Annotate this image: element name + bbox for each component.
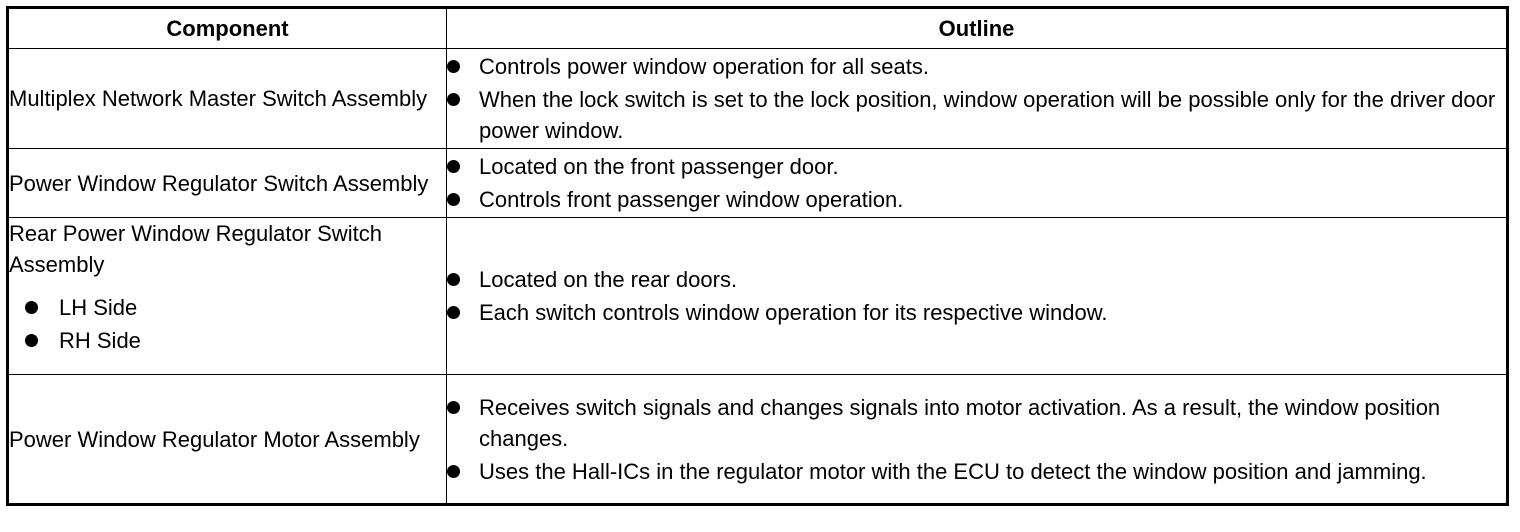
bullet-icon	[447, 465, 460, 478]
outline-list	[447, 51, 1506, 146]
component-text: Rear Power Window Regulator Switch Assembly	[9, 221, 382, 277]
bullet-icon	[447, 306, 460, 319]
outline-text: Controls front passenger window operation.	[479, 187, 904, 212]
header-component: Component	[8, 8, 447, 49]
outline-item	[447, 51, 1506, 82]
outline-text: When the lock switch is set to the lock position, window operation will be possible only for the driver door power window.	[479, 87, 1496, 143]
component-outline-table	[6, 6, 1509, 506]
header-outline: Outline	[447, 8, 1508, 49]
outline-item	[447, 84, 1506, 146]
component-cell: Power Window Regulator Motor Assembly	[8, 375, 447, 505]
bullet-icon	[447, 60, 460, 73]
outline-text: Each switch controls window operation for its respective window.	[479, 300, 1108, 325]
bullet-icon	[447, 401, 460, 414]
outline-text: Located on the rear doors.	[479, 267, 738, 292]
table-row	[8, 375, 1508, 505]
outline-item	[447, 297, 1506, 328]
bullet-icon	[447, 160, 460, 173]
component-sub-text: RH Side	[59, 328, 141, 353]
outline-text: Uses the Hall-ICs in the regulator motor with the ECU to detect the window position and jamming.	[479, 458, 1427, 484]
bullet-icon	[25, 301, 38, 314]
outline-item	[447, 184, 1506, 215]
bullet-icon	[447, 193, 460, 206]
bullet-icon	[447, 93, 460, 106]
outline-item	[447, 151, 1506, 182]
component-sub-text: LH Side	[59, 295, 138, 320]
outline-cell	[447, 218, 1508, 375]
outline-item	[447, 456, 1506, 487]
bullet-icon	[25, 334, 38, 347]
table-row	[8, 218, 1508, 375]
component-cell: Power Window Regulator Switch Assembly	[8, 149, 447, 218]
table-row	[8, 149, 1508, 218]
outline-cell	[447, 149, 1508, 218]
outline-cell	[447, 49, 1508, 149]
outline-list	[447, 392, 1506, 487]
table-header-row	[8, 8, 1508, 49]
table-row	[8, 49, 1508, 149]
component-sub-list	[25, 292, 446, 356]
outline-item	[447, 264, 1506, 295]
outline-item	[447, 392, 1506, 454]
outline-list	[447, 151, 1506, 215]
component-cell: Multiplex Network Master Switch Assembly	[8, 49, 447, 149]
component-sub-item	[25, 292, 446, 323]
outline-text: Controls power window operation for all seats.	[479, 54, 930, 79]
bullet-icon	[447, 273, 460, 286]
outline-text: Receives switch signals and changes signals into motor activation. As a result, the window position changes.	[479, 394, 1441, 451]
outline-list	[447, 264, 1506, 328]
outline-text: Located on the front passenger door.	[479, 154, 839, 179]
component-cell	[8, 218, 447, 375]
component-sub-item	[25, 325, 446, 356]
outline-cell	[447, 375, 1508, 505]
